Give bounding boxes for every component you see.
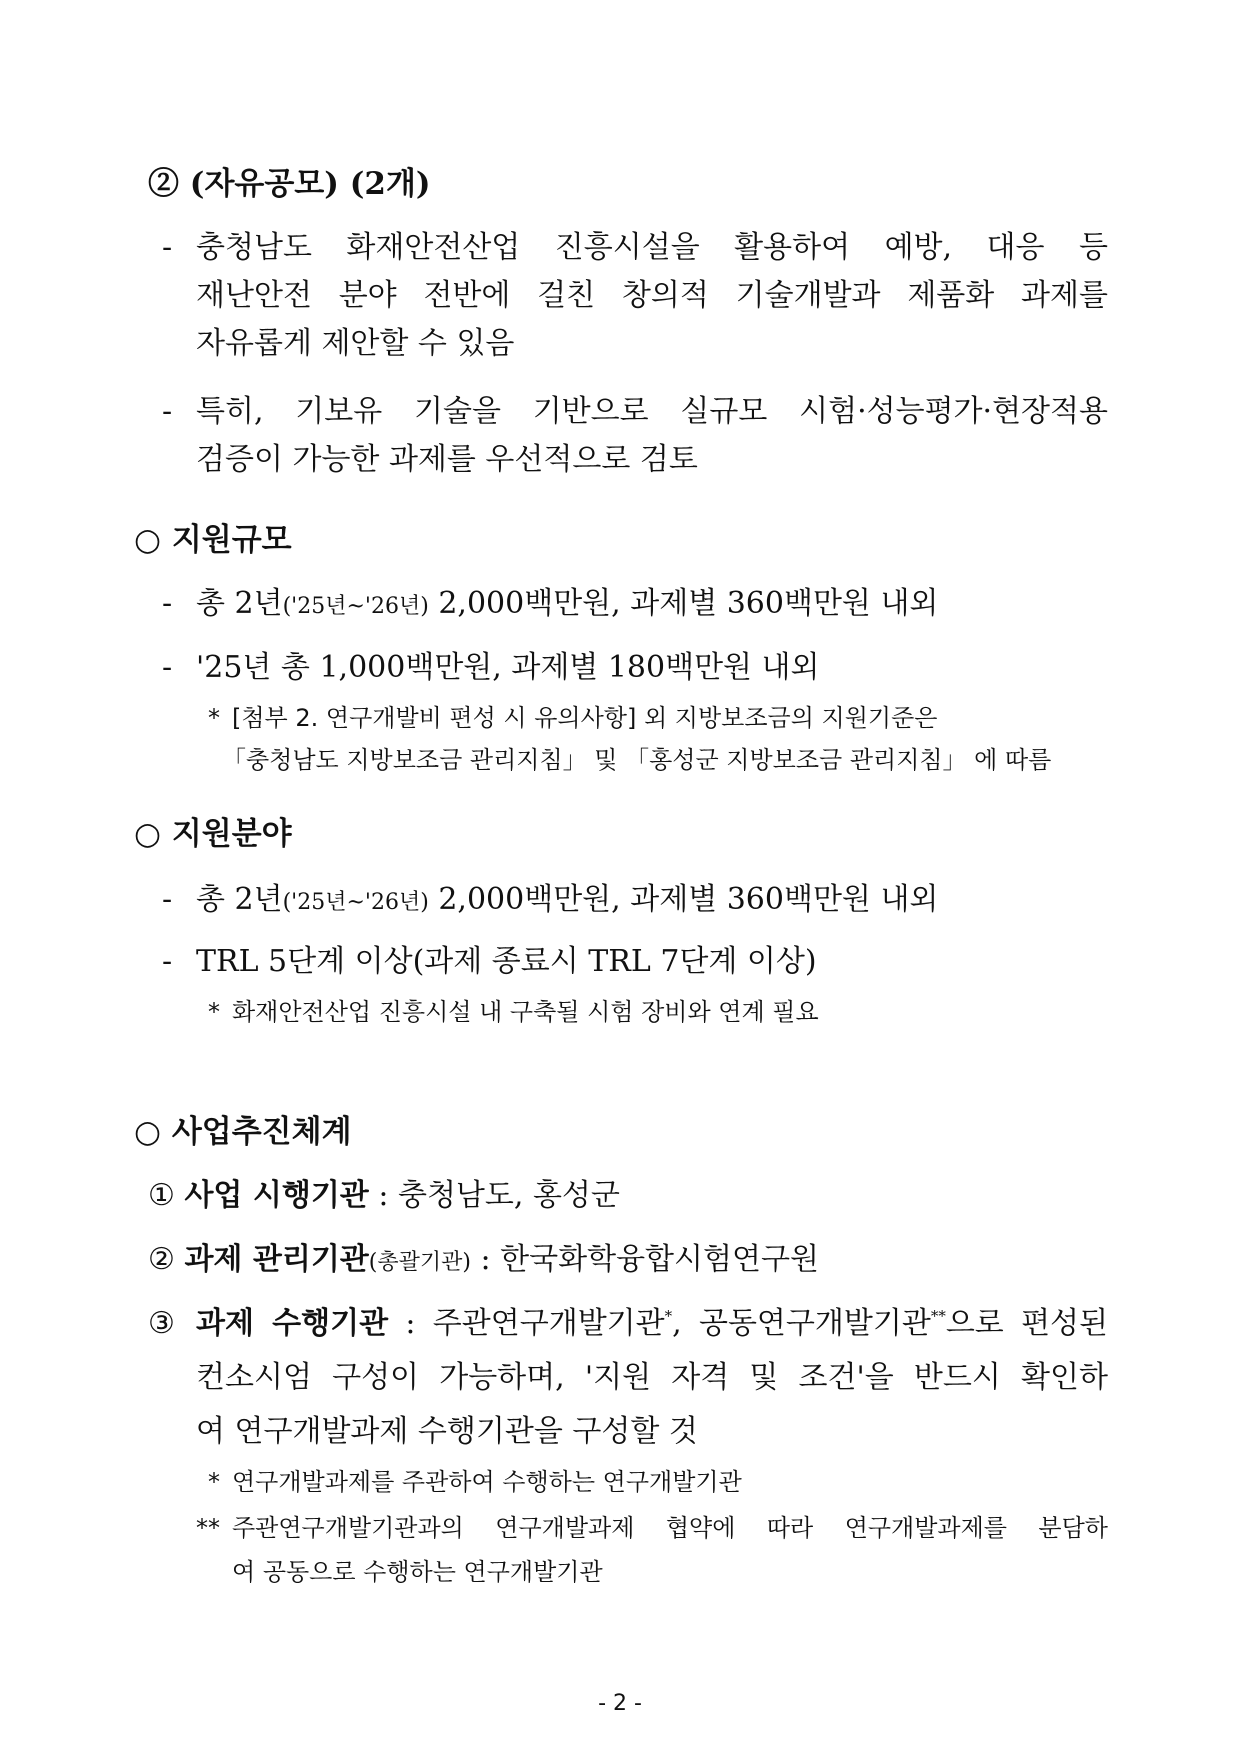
section-heading-promotion-system: ○ 사업추진체계 [134,1114,352,1150]
note-line: 연구개발과제를 주관하여 수행하는 연구개발기관 [232,1468,742,1496]
page-number: - 2 - [598,1691,642,1716]
note-marker: * [208,704,220,732]
text-span: 2,000백만원, 과제별 360백만원 내외 [428,882,939,917]
item-number: ① [148,1178,175,1213]
support-field-trl: TRL 5단계 이상(과제 종료시 TRL 7단계 이상) [196,944,817,979]
text-span: 총 2년 [196,882,283,917]
promotion-item-management-agency [148,1240,819,1283]
promotion-item-implementing-agency [148,1176,620,1216]
note-line: 화재안전산업 진흥시설 내 구축될 시험 장비와 연계 필요 [232,998,819,1026]
period-span: ('25년~'26년) [282,890,429,915]
paragraph-line: 여 연구개발과제 수행기관을 구성할 것 [196,1414,698,1449]
paragraph-line: 자유롭게 제안할 수 있음 [196,326,515,361]
paragraph-line: 컨소시엄 구성이 가능하며, '지원 자격 및 조건'을 반드시 확인하 [196,1360,1108,1395]
bullet-marker: - [162,944,173,979]
note-line: 「충청남도 지방보조금 관리지침」 및 「홍성군 지방보조금 관리지침」 에 따름 [222,746,1052,774]
note-line: 주관연구개발기관과의 연구개발과제 협약에 따라 연구개발과제를 분담하 [232,1514,1108,1542]
item-label: 과제 관리기관 [184,1242,369,1277]
item-text: 으로 편성된 [945,1306,1109,1341]
bullet-marker: - [162,394,173,429]
bullet-marker: - [162,586,173,621]
paragraph-line: 검증이 가능한 과제를 우선적으로 검토 [196,442,698,477]
item-number: ② [148,1242,175,1277]
item-small-text: (총괄기관) [368,1250,471,1275]
text-span: 총 2년 [196,586,283,621]
section-heading-support-scale: ○ 지원규모 [134,522,292,558]
section-heading-free-proposal: ② (자유공모) (2개) [148,166,431,202]
support-scale-total [196,584,938,627]
item-text: 주관연구개발기관 [432,1306,665,1341]
note-line: 여 공동으로 수행하는 연구개발기관 [232,1558,603,1586]
item-text: , 공동연구개발기관 [672,1306,931,1341]
bullet-marker: - [162,882,173,917]
item-text: : [388,1306,433,1341]
support-field-total [196,880,938,923]
item-label: 사업 시행기관 [184,1178,369,1213]
note-marker: * [208,1468,220,1496]
period-span: ('25년~'26년) [282,594,429,619]
bullet-marker: - [162,650,173,685]
paragraph-line: 충청남도 화재안전산업 진흥시설을 활용하여 예방, 대응 등 [196,230,1108,265]
note-marker: ** [196,1514,220,1542]
item-number: ③ [148,1306,175,1341]
footnote-mark: * [664,1307,673,1325]
item-text: : 한국화학융합시험연구원 [470,1242,819,1277]
bullet-marker: - [162,230,173,265]
text-span: 2,000백만원, 과제별 360백만원 내외 [428,586,939,621]
paragraph-line: 특히, 기보유 기술을 기반으로 실규모 시험·성능평가·현장적용 [196,394,1108,429]
item-text: : 충청남도, 홍성군 [368,1178,620,1213]
promotion-item-performing-agency [196,1304,1108,1344]
paragraph-line: 재난안전 분야 전반에 걸친 창의적 기술개발과 제품화 과제를 [196,278,1108,313]
footnote-mark: ** [930,1307,946,1325]
note-line: [첨부 2. 연구개발비 편성 시 유의사항] 외 지방보조금의 지원기준은 [232,704,938,732]
support-scale-2025: '25년 총 1,000백만원, 과제별 180백만원 내외 [196,650,820,685]
note-marker: * [208,998,220,1026]
item-label: 과제 수행기관 [196,1306,389,1341]
section-heading-support-field: ○ 지원분야 [134,816,292,852]
